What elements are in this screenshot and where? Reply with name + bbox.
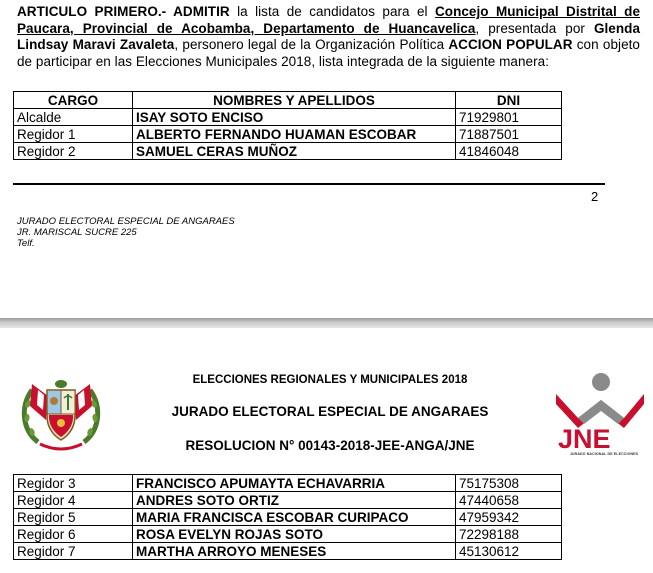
peru-coat-of-arms-icon [18, 370, 104, 456]
table-row [14, 126, 562, 143]
footer-divider [13, 183, 605, 185]
jne-logo-icon [548, 370, 646, 462]
footer-line-2: JR. MARISCAL SUCRE 225 [17, 227, 137, 238]
cell-cargo: Regidor 7 [14, 543, 133, 560]
cell-dni: 41846048 [456, 143, 562, 160]
cell-nombre: ANDRES SOTO ORTIZ [133, 492, 456, 509]
cell-cargo: Regidor 6 [14, 526, 133, 543]
jne-logo-caption: JURADO NACIONAL DE ELECCIONES [569, 452, 639, 456]
table-row [14, 492, 562, 509]
cell-dni: 75175308 [456, 475, 562, 492]
table-row [14, 475, 562, 492]
cell-cargo: Regidor 3 [14, 475, 133, 492]
page-footer [17, 216, 235, 249]
candidates-table-part-1 [13, 91, 562, 160]
article-paragraph: ARTICULO PRIMERO.- ADMITIR la lista de candidatos para el Concejo Municipal Distrital de Paucara, Provincial de Acobamba, Departamento de Huancavelica, presentada por Glenda Lindsay Maravi Zavaleta, personero legal de la Organización Política ACCION POPULAR con objeto de participar en las Elecciones Municipales 2018, lista integrada de la siguiente manera: [17, 4, 641, 69]
page-separator [0, 318, 653, 328]
resolution-number: RESOLUCION N° 00143-2018-JEE-ANGA/JNE [185, 438, 475, 453]
cell-dni: 47440658 [456, 492, 562, 509]
cell-nombre: ALBERTO FERNANDO HUAMAN ESCOBAR [133, 126, 456, 143]
table-row [14, 509, 562, 526]
table-row [14, 143, 562, 160]
cell-cargo: Regidor 1 [14, 126, 133, 143]
jury-title: JURADO ELECTORAL ESPECIAL DE ANGARAES [171, 404, 489, 419]
cell-nombre: ROSA EVELYN ROJAS SOTO [133, 526, 456, 543]
cell-cargo: Regidor 4 [14, 492, 133, 509]
cell-nombre: SAMUEL CERAS MUÑOZ [133, 143, 456, 160]
party-name: ACCION POPULAR [448, 37, 573, 52]
cell-nombre: MARTHA ARROYO MENESES [133, 543, 456, 560]
cell-dni: 71929801 [456, 109, 562, 126]
candidates-table-part-2 [13, 474, 562, 560]
header-cargo: CARGO [14, 92, 133, 109]
cell-dni: 45130612 [456, 543, 562, 560]
cell-cargo: Regidor 5 [14, 509, 133, 526]
cell-dni: 72298188 [456, 526, 562, 543]
article-heading: ARTICULO PRIMERO.- ADMITIR [17, 4, 230, 19]
page-number: 2 [591, 189, 599, 204]
council-name: Concejo Municipal Distrital de Paucara, Provincial de Acobamba, Departamento de Huancavelica [17, 4, 640, 36]
elections-title: ELECCIONES REGIONALES Y MUNICIPALES 2018 [192, 374, 468, 386]
table-row [14, 109, 562, 126]
header-nombres: NOMBRES Y APELLIDOS [133, 92, 456, 109]
cell-nombre: ISAY SOTO ENCISO [133, 109, 456, 126]
footer-line-3: Telf. [17, 238, 35, 249]
representative-name: Glenda Lindsay Maravi Zavaleta [17, 20, 641, 52]
table-row [14, 526, 562, 543]
table-header-row [14, 92, 562, 109]
cell-nombre: MARIA FRANCISCA ESCOBAR CURIPACO [133, 509, 456, 526]
cell-cargo: Alcalde [14, 109, 133, 126]
cell-dni: 47959342 [456, 509, 562, 526]
cell-nombre: FRANCISCO APUMAYTA ECHAVARRIA [133, 475, 456, 492]
cell-dni: 71887501 [456, 126, 562, 143]
footer-line-1: JURADO ELECTORAL ESPECIAL DE ANGARAES [17, 216, 235, 227]
header-dni: DNI [456, 92, 562, 109]
cell-cargo: Regidor 2 [14, 143, 133, 160]
jne-logo-text: JNE [558, 424, 611, 454]
table-row [14, 543, 562, 560]
